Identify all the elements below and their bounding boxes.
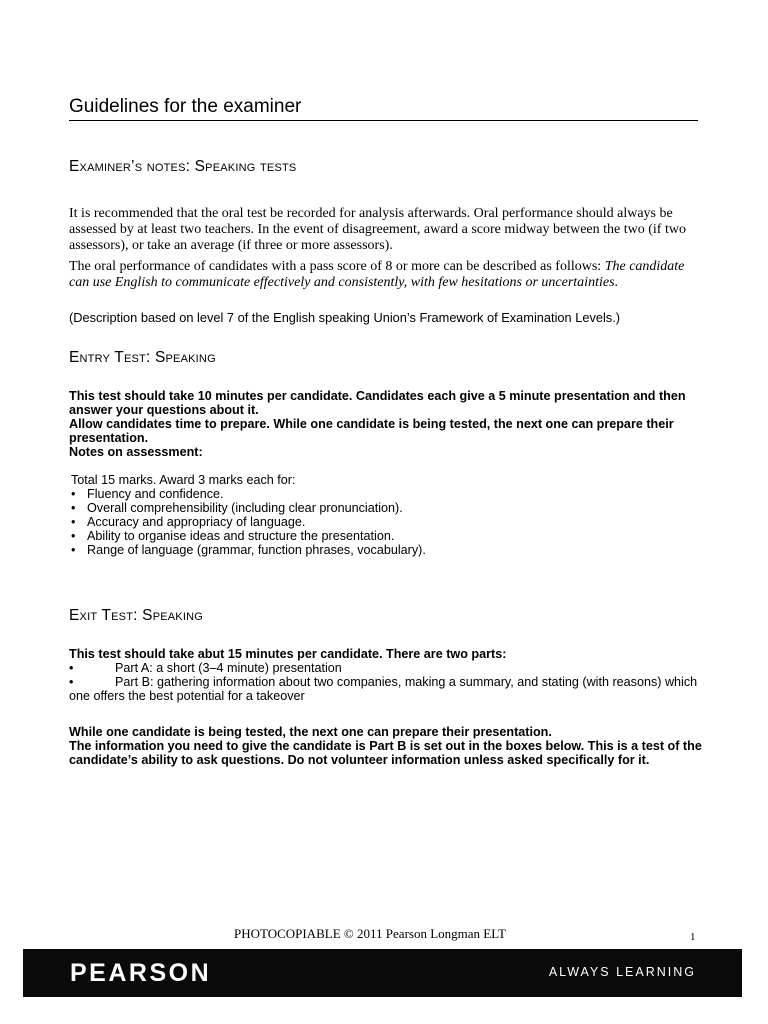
part-item bbox=[69, 661, 709, 675]
document-title: Guidelines for the examiner bbox=[69, 95, 698, 121]
marks-intro: Total 15 marks. Award 3 marks each for: bbox=[71, 473, 296, 487]
bullet-icon: • bbox=[71, 515, 76, 529]
pass-score-description: The candidate can use English to communicate effectively and consistently, with few hesitations or uncertainties bbox=[69, 259, 685, 290]
bullet-icon: • bbox=[71, 529, 76, 543]
pass-score-lead: The oral performance of candidates with a pass score of 8 or more can be described as follows: bbox=[69, 259, 605, 274]
criteria-text: Overall comprehensibility (including clear pronunciation). bbox=[87, 501, 403, 515]
bullet-icon: • bbox=[71, 487, 76, 501]
criteria-item bbox=[71, 529, 711, 543]
bullet-icon: • bbox=[69, 661, 74, 675]
assessment-notes-label: Notes on assessment: bbox=[69, 445, 203, 459]
part-text: Part A: a short (3–4 minute) presentation bbox=[115, 661, 342, 675]
exit-test-parts bbox=[69, 647, 709, 703]
pass-score-period: . bbox=[614, 275, 619, 290]
brand-tagline: ALWAYS LEARNING bbox=[548, 965, 696, 979]
entry-test-heading: Entry Test: Speaking bbox=[69, 349, 216, 366]
criteria-text: Range of language (grammar, function phrases, vocabulary). bbox=[87, 543, 426, 557]
exit-test-preparation: While one candidate is being tested, the next one can prepare their presentation. bbox=[69, 725, 552, 739]
criteria-list bbox=[71, 487, 711, 557]
framework-description: (Description based on level 7 of the English speaking Union’s Framework of Examination Levels.) bbox=[69, 310, 621, 325]
copyright-notice: PHOTOCOPIABLE © 2011 Pearson Longman ELT bbox=[234, 926, 506, 941]
criteria-item bbox=[71, 543, 711, 557]
brand-footer-bar bbox=[23, 949, 742, 997]
part-item bbox=[69, 675, 709, 703]
examiner-notes-heading: Examiner’s notes: Speaking tests bbox=[69, 158, 297, 175]
part-text: Part B: gathering information about two companies, making a summary, and stating (with reasons) which one offers the best potential for a takeover bbox=[69, 675, 698, 703]
exit-test-intro: This test should take abut 15 minutes per candidate. There are two parts: bbox=[69, 647, 507, 661]
entry-test-instructions bbox=[69, 389, 709, 459]
pearson-logo: PEARSON bbox=[70, 959, 212, 987]
page-number: 1 bbox=[690, 931, 696, 943]
exit-test-notes bbox=[69, 725, 709, 767]
exit-test-heading: Exit Test: Speaking bbox=[69, 607, 203, 624]
criteria-text: Ability to organise ideas and structure the presentation. bbox=[87, 529, 395, 543]
assessment-criteria bbox=[71, 473, 711, 557]
recording-paragraph: It is recommended that the oral test be recorded for analysis afterwards. Oral performance should always be assessed by at least two teachers. In the event of disagreement, award a score midway between the two (if two assessors), or take an average (if three or more assessors). bbox=[69, 206, 686, 253]
bullet-icon: • bbox=[71, 501, 76, 515]
criteria-text: Fluency and confidence. bbox=[87, 487, 224, 501]
entry-test-preparation: Allow candidates time to prepare. While one candidate is being tested, the next one can prepare their presentation. bbox=[69, 417, 674, 445]
bullet-icon: • bbox=[71, 543, 76, 557]
exit-test-information: The information you need to give the candidate is Part B is set out in the boxes below. This is a test of the candidate’s ability to ask questions. Do not volunteer information unless asked specifically for it. bbox=[69, 739, 702, 767]
bullet-icon: • bbox=[69, 675, 74, 689]
criteria-item bbox=[71, 515, 711, 529]
pass-score-paragraph bbox=[69, 259, 701, 291]
criteria-text: Accuracy and appropriacy of language. bbox=[87, 515, 306, 529]
entry-test-duration: This test should take 10 minutes per candidate. Candidates each give a 5 minute presentation and then answer your questions about it. bbox=[69, 389, 686, 417]
criteria-item bbox=[71, 487, 711, 501]
criteria-item bbox=[71, 501, 711, 515]
